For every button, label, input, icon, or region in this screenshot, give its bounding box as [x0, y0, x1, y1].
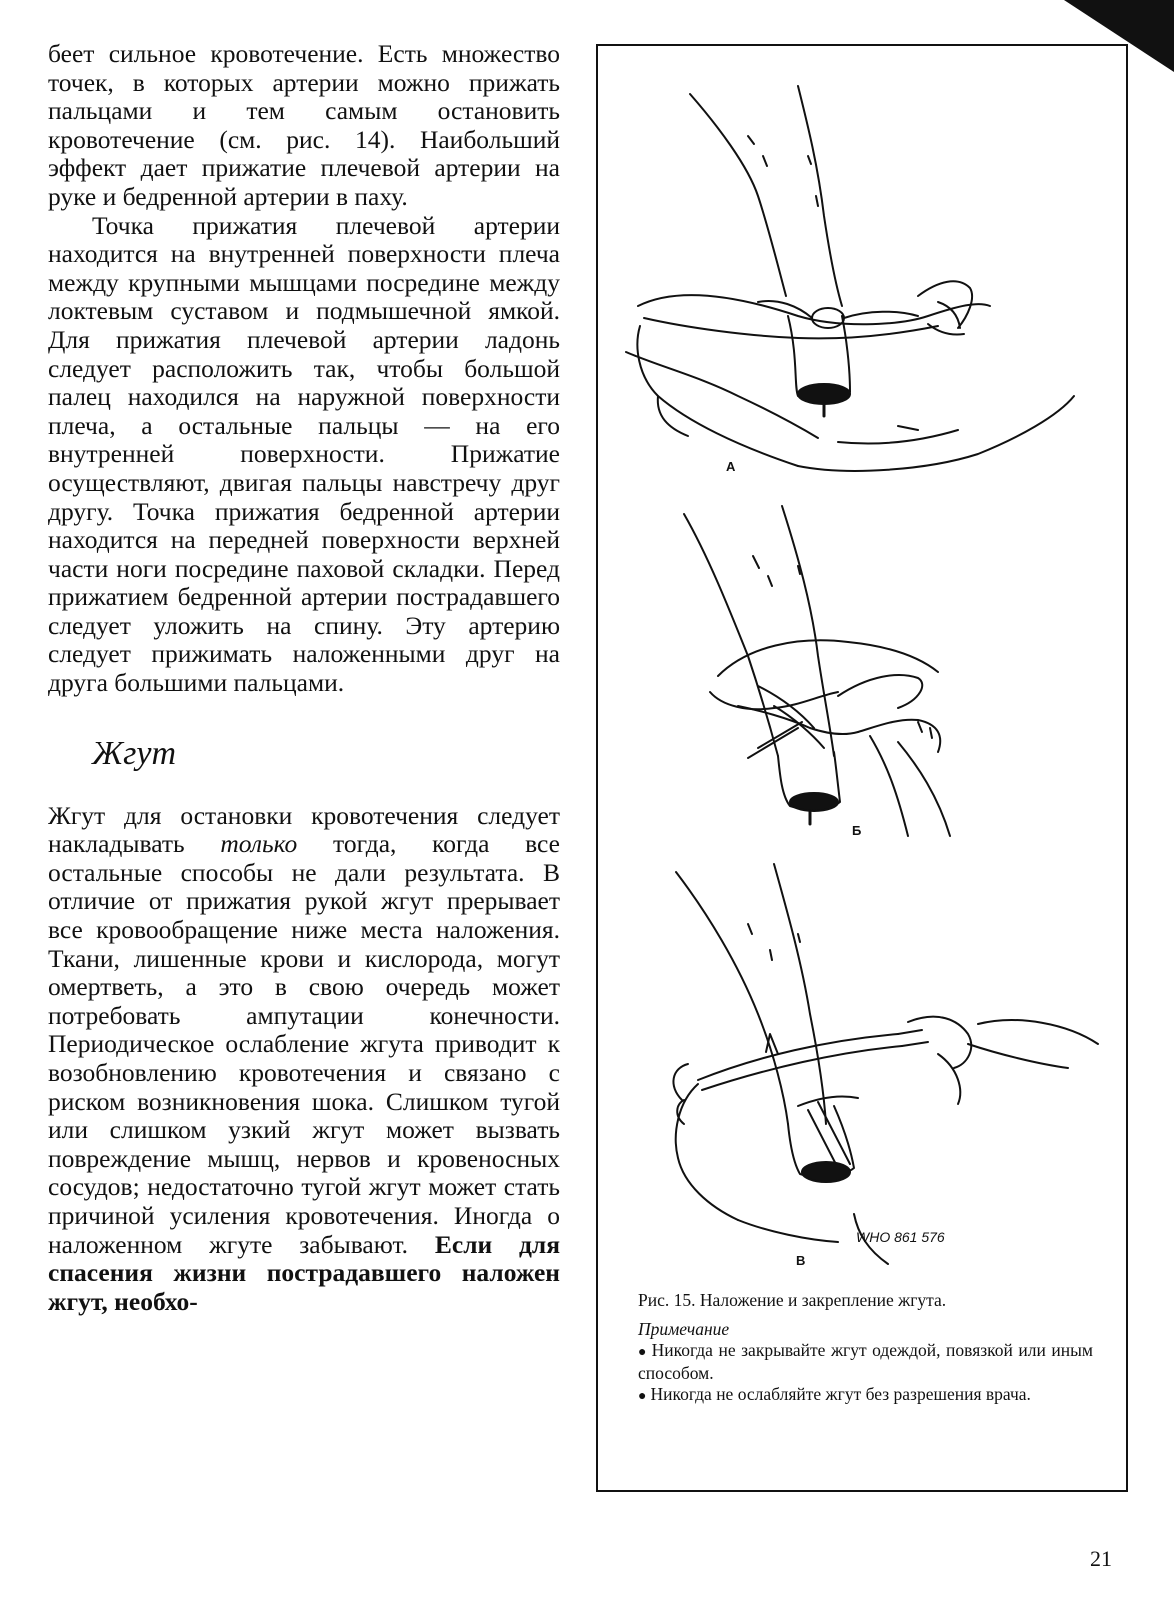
note-text-1: Никогда не закрывайте жгут одеждой, повязкой или иным способом. — [638, 1340, 1093, 1383]
bullet-icon: ● — [638, 1389, 647, 1404]
illustration-a — [598, 66, 1126, 486]
figure-caption: Рис. 15. Наложение и закрепление жгута. — [638, 1290, 947, 1310]
who-reference-code: WHO 861 576 — [856, 1229, 945, 1245]
note-heading: Примечание — [638, 1319, 730, 1339]
paragraph-1: беет сильное кровотечение. Есть множество точек, в которых артерии можно прижать пальцами и тем самым остановить кровотечение (см. рис. 14). Наибольший эффект дает прижатие плечевой артерии на руке и бедренной артерии в паху. — [48, 39, 560, 211]
panel-label-b: Б — [852, 823, 862, 838]
note-item-1 — [638, 1340, 1093, 1384]
note-text-2: Никогда не ослабляйте жгут без разрешения врача. — [650, 1384, 1031, 1404]
note-item-2 — [638, 1384, 1093, 1407]
page-number: 21 — [1090, 1546, 1112, 1571]
paragraph-3-text-b: тогда, когда все остальные способы не дали результата. В отличие от прижатия рукой жгут прерывает все кровообращение ниже места наложения. Ткани, лишенные крови и кислорода, могут омертветь, а это в свою очередь может потребовать ампутации конечности. Периодическое ослабление жгута приводит к возобновлению кровотечения и связано с риском возникновения шока. Слишком тугой или слишком узкий жгут может вызвать повреждение мышц, нервов и кровеносных сосудов; недостаточно тугой жгут может стать причиной усиления кровотечения. Иногда о наложенном жгуте забывают. — [48, 829, 560, 1259]
paragraph-3-text-a: Жгут для остановки кровотечения следует накладывать — [48, 800, 560, 859]
bullet-icon: ● — [638, 1345, 648, 1360]
emphasis-only: только — [220, 829, 298, 859]
figure-15-box — [596, 44, 1128, 1492]
illustration-c — [598, 854, 1126, 1274]
section-heading: Жгут — [92, 734, 177, 772]
panel-label-a: А — [726, 459, 736, 474]
panel-label-c: В — [796, 1253, 806, 1268]
illustration-b — [598, 496, 1126, 846]
main-text-column — [48, 40, 560, 1316]
paragraph-2: Точка прижатия плечевой артерии находится на внутренней поверхности плеча между крупными мышцами посредине между локтевым суставом и подмышечной ямкой. Для прижатия плечевой артерии ладонь следует расположить так, чтобы большой палец находился на наружной поверхности плеча, а остальные пальцы — на его внутренней поверхности. Прижатие осуществляют, двигая пальцы навстречу друг другу. Точка прижатия бедренной артерии находится на передней поверхности верхней части ноги посредине паховой складки. Перед прижатием бедренной артерии пострадавшего следует уложить на спину. Эту артерию следует прижимать наложенными друг на друга большими пальцами. — [48, 210, 560, 698]
paragraph-3 — [48, 802, 560, 1317]
bold-warning: Если для спасения жизни пострадавшего наложен жгут, необхо- — [48, 1229, 561, 1316]
figure-caption-block — [638, 1290, 1093, 1407]
